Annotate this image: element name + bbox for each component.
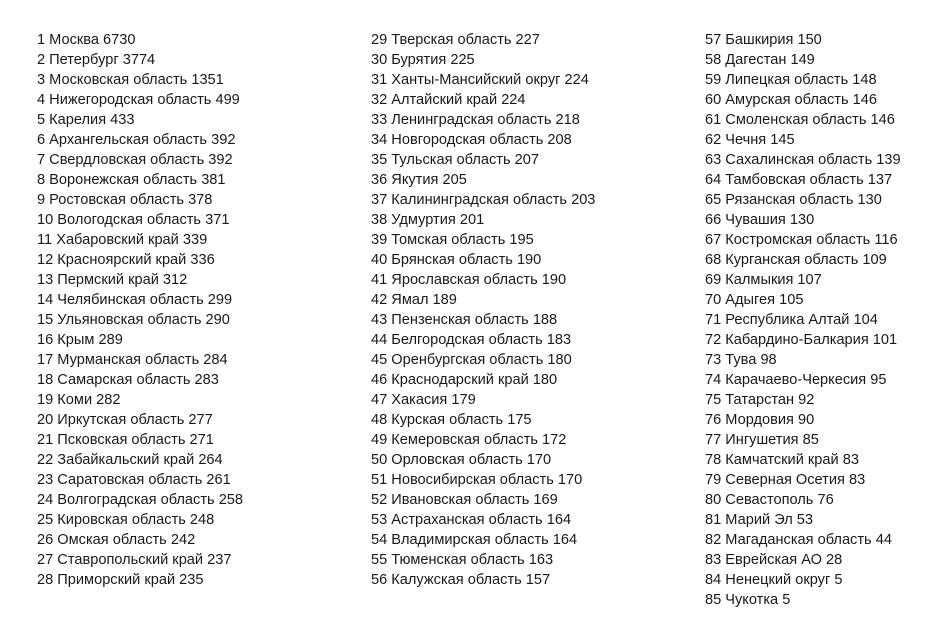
region-entry: 51 Новосибирская область 170: [371, 472, 583, 488]
region-entry: 11 Хабаровский край 339: [37, 232, 208, 248]
region-entry: 22 Забайкальский край 264: [37, 452, 223, 468]
region-entry: 13 Пермский край 312: [37, 272, 188, 288]
region-entry: 6 Архангельская область 392: [37, 132, 236, 148]
region-entry: 67 Костромская область 116: [705, 232, 898, 248]
region-entry: 69 Калмыкия 107: [705, 272, 822, 288]
region-entry: 40 Брянская область 190: [371, 252, 542, 268]
region-entry: 16 Крым 289: [37, 332, 123, 348]
region-entry: 27 Ставропольский край 237: [37, 552, 232, 568]
region-entry: 12 Красноярский край 336: [37, 252, 215, 268]
region-entry: 2 Петербург 3774: [37, 52, 156, 68]
ranking-column-1: [37, 30, 243, 590]
region-entry: 10 Вологодская область 371: [37, 212, 230, 228]
region-entry: 37 Калининградская область 203: [371, 192, 596, 208]
region-entry: 33 Ленинградская область 218: [371, 112, 580, 128]
region-entry: 70 Адыгея 105: [705, 292, 804, 308]
region-entry: 39 Томская область 195: [371, 232, 534, 248]
region-entry: 15 Ульяновская область 290: [37, 312, 230, 328]
region-entry: 18 Самарская область 283: [37, 372, 219, 388]
region-entry: 72 Кабардино-Балкария 101: [705, 332, 898, 348]
region-entry: 55 Тюменская область 163: [371, 552, 554, 568]
region-entry: 53 Астраханская область 164: [371, 512, 572, 528]
region-entry: 48 Курская область 175: [371, 412, 532, 428]
region-entry: 38 Удмуртия 201: [371, 212, 485, 228]
region-entry: 56 Калужская область 157: [371, 572, 551, 588]
region-entry: 79 Северная Осетия 83: [705, 472, 866, 488]
region-entry: 34 Новгородская область 208: [371, 132, 572, 148]
region-entry: 8 Воронежская область 381: [37, 172, 226, 188]
region-entry: 14 Челябинская область 299: [37, 292, 233, 308]
region-entry: 45 Оренбургская область 180: [371, 352, 572, 368]
region-entry: 63 Сахалинская область 139: [705, 152, 901, 168]
region-entry: 46 Краснодарский край 180: [371, 372, 558, 388]
region-entry: 60 Амурская область 146: [705, 92, 877, 108]
region-entry: 74 Карачаево-Черкесия 95: [705, 372, 887, 388]
region-entry: 50 Орловская область 170: [371, 452, 552, 468]
region-entry: 26 Омская область 242: [37, 532, 196, 548]
region-entry: 25 Кировская область 248: [37, 512, 215, 528]
region-entry: 47 Хакасия 179: [371, 392, 476, 408]
region-entry: 59 Липецкая область 148: [705, 72, 877, 88]
region-entry: 78 Камчатский край 83: [705, 452, 859, 468]
region-entry: 52 Ивановская область 169: [371, 492, 558, 508]
region-entry: 82 Магаданская область 44: [705, 532, 892, 548]
ranking-column-3: [705, 30, 901, 610]
region-entry: 62 Чечня 145: [705, 132, 795, 148]
region-entry: 4 Нижегородская область 499: [37, 92, 240, 108]
region-entry: 43 Пензенская область 188: [371, 312, 558, 328]
region-entry: 7 Свердловская область 392: [37, 152, 233, 168]
region-entry: 20 Иркутская область 277: [37, 412, 213, 428]
ranking-column-2: [371, 30, 595, 590]
region-entry: 32 Алтайский край 224: [371, 92, 526, 108]
region-entry: 68 Курганская область 109: [705, 252, 887, 268]
region-entry: 23 Саратовская область 261: [37, 472, 231, 488]
region-entry: 35 Тульская область 207: [371, 152, 539, 168]
region-entry: 64 Тамбовская область 137: [705, 172, 893, 188]
region-entry: 65 Рязанская область 130: [705, 192, 882, 208]
region-entry: 57 Башкирия 150: [705, 32, 822, 48]
region-entry: 76 Мордовия 90: [705, 412, 815, 428]
region-entry: 42 Ямал 189: [371, 292, 457, 308]
region-entry: 31 Ханты-Мансийский округ 224: [371, 72, 589, 88]
region-entry: 49 Кемеровская область 172: [371, 432, 567, 448]
region-entry: 29 Тверская область 227: [371, 32, 540, 48]
region-entry: 84 Ненецкий округ 5: [705, 572, 843, 588]
region-entry: 19 Коми 282: [37, 392, 121, 408]
region-entry: 9 Ростовская область 378: [37, 192, 213, 208]
region-entry: 54 Владимирская область 164: [371, 532, 578, 548]
region-entry: 30 Бурятия 225: [371, 52, 475, 68]
region-entry: 44 Белгородская область 183: [371, 332, 572, 348]
region-entry: 61 Смоленская область 146: [705, 112, 895, 128]
region-entry: 73 Тува 98: [705, 352, 777, 368]
region-entry: 75 Татарстан 92: [705, 392, 815, 408]
region-entry: 83 Еврейская АО 28: [705, 552, 843, 568]
region-entry: 36 Якутия 205: [371, 172, 467, 188]
region-entry: 5 Карелия 433: [37, 112, 135, 128]
region-entry: 41 Ярославская область 190: [371, 272, 567, 288]
region-entry: 1 Москва 6730: [37, 32, 136, 48]
region-entry: 71 Республика Алтай 104: [705, 312, 878, 328]
region-entry: 17 Мурманская область 284: [37, 352, 228, 368]
region-entry: 81 Марий Эл 53: [705, 512, 814, 528]
region-entry: 85 Чукотка 5: [705, 592, 791, 608]
region-entry: 24 Волгоградская область 258: [37, 492, 244, 508]
region-entry: 21 Псковская область 271: [37, 432, 214, 448]
region-entry: 77 Ингушетия 85: [705, 432, 819, 448]
region-entry: 3 Московская область 1351: [37, 72, 224, 88]
region-entry: 80 Севастополь 76: [705, 492, 834, 508]
region-entry: 66 Чувашия 130: [705, 212, 815, 228]
region-entry: 58 Дагестан 149: [705, 52, 815, 68]
region-entry: 28 Приморский край 235: [37, 572, 204, 588]
